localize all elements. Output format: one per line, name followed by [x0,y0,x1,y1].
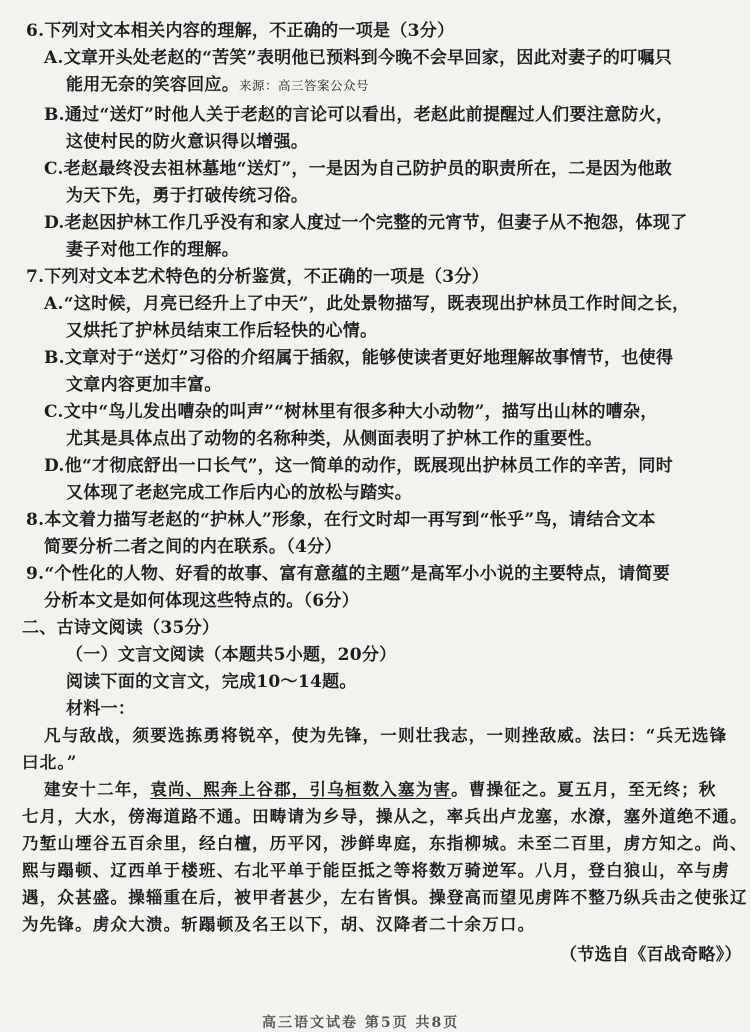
classical-p2-line6: 为先锋。虏众大溃。斩蹋顿及名王以下，胡、汉降者二十余万口。 [22,915,536,934]
underlined-sentence: 袁尚、熙奔上谷郡，引乌桓数入塞为害 [150,780,452,799]
section-heading: 二、古诗文阅读（35分） [22,618,220,638]
classical-p2-line5: 遇，众甚盛。操辎重在后，被甲者甚少，左右皆惧。操登高而望见虏阵不整乃纵兵击之使张辽 [22,888,748,907]
q7-option-d-line1: D.他“才彻底舒出一口长气”，这一简单的动作，既展现出护林员工作的辛苦，同时 [44,456,674,476]
q7-option-c-line1: C.文中“鸟儿发出嘈杂的叫声”“树林里有很多种大小动物”，描写出山林的嘈杂， [44,402,658,422]
classical-p2-line2: 七月，大水，傍海道路不通。田畴请为乡导，操从之，率兵出卢龙塞，水潦，塞外道绝不通。 [22,807,748,826]
q6-option-a-line1: A.文章开头处老赵的“苦笑”表明他已预料到今晚不会早回家，因此对妻子的叮嘱只 [44,48,673,68]
page-footer: 高三语文试卷 第5页 共8页 [262,1015,460,1031]
subsection-heading: （一）文言文阅读（本题共5小题，20分） [66,645,397,665]
q7-option-a-line1: A.“这时候，月亮已经升上了中天”，此处景物描写，既表现出护林员工作时间之长， [44,294,690,314]
q8-line1: 8.本文着力描写老赵的“护林人”形象，在行文时却一再写到“怅乎”鸟，请结合文本 [26,510,656,530]
q7-stem: 7.下列对文本艺术特色的分析鉴赏，不正确的一项是（3分） [26,267,489,287]
q9-line1: 9.“个性化的人物、好看的故事、富有意蕴的主题”是高军小小说的主要特点，请简要 [26,564,671,584]
q6-stem: 6.下列对文本相关内容的理解，不正确的一项是（3分） [26,21,455,41]
source-citation: （节选自《百战奇略》） [560,945,742,965]
q7-option-b-line2: 文章内容更加丰富。 [66,375,222,395]
q6-option-c-line2: 为天下先，勇于打破传统习俗。 [66,186,309,206]
q6-option-d-line1: D.老赵因护林工作几乎没有和家人度过一个完整的元宵节，但妻子从不抱怨，体现了 [44,213,688,233]
classical-p1-line2: 曰北。” [22,753,78,772]
q6-option-b-line2: 这使村民的防火意识得以增强。 [66,132,309,152]
q7-option-b-line1: B.文章对于“送灯”习俗的介绍属于插叙，能够使读者更好地理解故事情节，也使得 [44,348,674,368]
q8-line2: 简要分析二者之间的内在联系。（4分） [44,537,342,557]
classical-p1-line1: 凡与敌战，须要选拣勇将锐卒，使为先锋，一则壮我志，一则挫敌威。法曰：“兵无选锋 [44,726,728,745]
q9-line2: 分析本文是如何体现这些特点的。（6分） [44,591,360,611]
classical-p2-line4: 熙与蹋顿、辽西单于楼班、右北平单于能臣抵之等将数万骑逆军。八月，登白狼山，卒与虏 [22,861,730,880]
classical-p2-line1: 建安十二年，袁尚、熙奔上谷郡，引乌桓数入塞为害。曹操征之。夏五月，至无终；秋 [44,780,717,799]
q7-option-a-line2: 又烘托了护林员结束工作后轻快的心情。 [66,321,378,341]
classical-p2-line3: 乃堑山堙谷五百余里，经白檀，历平冈，涉鲜卑庭，东指柳城。未至二百里，虏方知之。尚、 [22,834,748,853]
q7-option-c-line2: 尤其是具体点出了动物的名称种类，从侧面表明了护林工作的重要性。 [66,429,603,449]
reading-instruction: 阅读下面的文言文，完成10～14题。 [66,672,357,692]
q6-option-c-line1: C.老赵最终没去祖林墓地“送灯”，一是因为自己防护员的职责所在，二是因为他敢 [44,159,673,179]
q6-option-a-line2: 能用无奈的笑容回应。来源：高三答案公众号 [66,75,370,95]
q6-option-d-line2: 妻子对他工作的理解。 [66,240,239,260]
q6-option-b-line1: B.通过“送灯”时他人关于老赵的言论可以看出，老赵此前提醒过人们要注意防火， [44,105,674,125]
source-note: 来源：高三答案公众号 [239,78,370,93]
q7-option-d-line2: 又体现了老赵完成工作后内心的放松与踏实。 [66,483,412,503]
material-label: 材料一： [66,699,136,719]
